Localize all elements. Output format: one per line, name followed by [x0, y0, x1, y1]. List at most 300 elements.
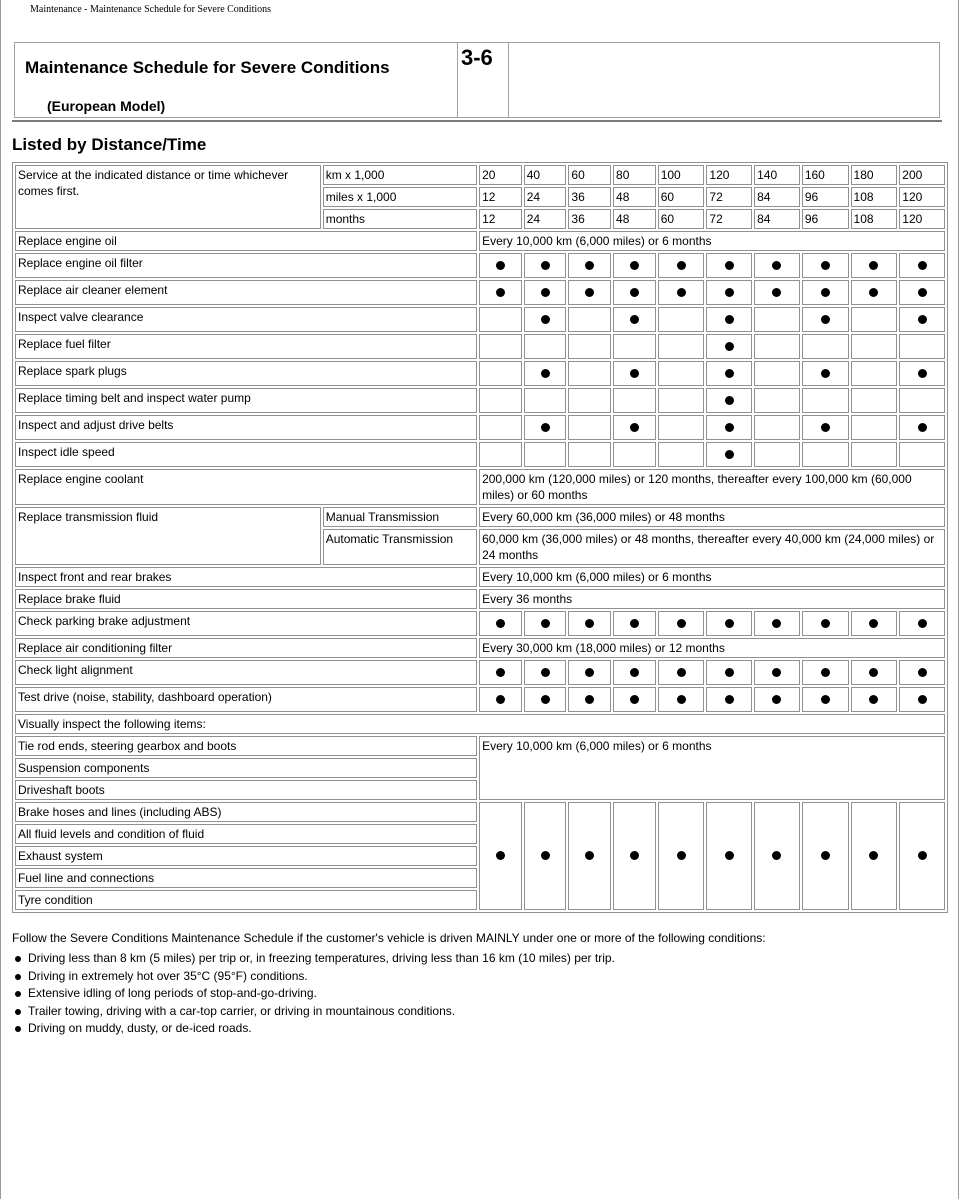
dot-cell — [899, 307, 945, 332]
dot-marker — [630, 261, 639, 270]
dot-cell — [899, 334, 945, 359]
item-label: Replace timing belt and inspect water pump — [15, 388, 477, 413]
dot-marker — [918, 261, 927, 270]
dot-cell — [851, 802, 898, 910]
dot-cell — [613, 307, 656, 332]
item-label: Replace spark plugs — [15, 361, 477, 386]
dot-cell — [802, 307, 849, 332]
dot-marker — [918, 668, 927, 677]
dot-cell — [754, 442, 800, 467]
table-row — [15, 253, 945, 278]
dot-cell — [706, 361, 752, 386]
dot-marker — [869, 668, 878, 677]
schedule-table — [12, 162, 948, 913]
header-title-cell — [15, 43, 458, 117]
table-row — [15, 660, 945, 685]
dot-cell — [802, 687, 849, 712]
dot-marker — [918, 695, 927, 704]
interval-unit: miles x 1,000 — [323, 187, 477, 207]
dot-marker — [772, 288, 781, 297]
dot-marker — [541, 695, 550, 704]
dot-marker — [677, 668, 686, 677]
item-label: Check parking brake adjustment — [15, 611, 477, 636]
interval-value: 84 — [754, 187, 800, 207]
item-label: Inspect idle speed — [15, 442, 477, 467]
dot-cell — [568, 280, 611, 305]
dot-cell — [802, 611, 849, 636]
interval-value: 48 — [613, 209, 656, 229]
dot-marker — [772, 619, 781, 628]
dot-cell — [613, 388, 656, 413]
interval-value: 108 — [851, 187, 898, 207]
dot-cell — [479, 611, 522, 636]
dot-cell — [899, 687, 945, 712]
dot-cell — [754, 611, 800, 636]
dot-marker — [772, 695, 781, 704]
bullet-icon — [15, 1009, 21, 1015]
dot-cell — [479, 307, 522, 332]
dot-marker — [821, 851, 830, 860]
dot-marker — [496, 851, 505, 860]
visual-heading: Visually inspect the following items: — [15, 714, 945, 734]
dot-marker — [630, 695, 639, 704]
dot-cell — [754, 388, 800, 413]
dot-cell — [802, 253, 849, 278]
dot-cell — [524, 307, 567, 332]
table-row — [15, 736, 945, 756]
dot-marker — [821, 423, 830, 432]
dot-marker — [496, 668, 505, 677]
interval-text: Every 36 months — [479, 589, 945, 609]
condition-item: Driving in extremely hot over 35°C (95°F) conditions. — [28, 968, 942, 986]
dot-cell — [613, 361, 656, 386]
dot-cell — [524, 611, 567, 636]
page-title: Maintenance Schedule for Severe Conditions — [25, 58, 390, 77]
dot-marker — [918, 288, 927, 297]
dot-marker — [725, 261, 734, 270]
dot-cell — [851, 334, 898, 359]
dot-marker — [918, 851, 927, 860]
transmission-type: Automatic Transmission — [323, 529, 477, 565]
item-label: Replace transmission fluid — [15, 507, 321, 565]
interval-text: Every 60,000 km (36,000 miles) or 48 months — [479, 507, 945, 527]
dot-cell — [754, 253, 800, 278]
dot-cell — [658, 442, 705, 467]
dot-marker — [541, 423, 550, 432]
dot-marker — [821, 288, 830, 297]
dot-cell — [802, 361, 849, 386]
dot-cell — [613, 334, 656, 359]
header-page-cell — [458, 43, 509, 117]
dot-cell — [899, 361, 945, 386]
interval-value: 60 — [568, 165, 611, 185]
dot-marker — [496, 695, 505, 704]
dot-cell — [524, 361, 567, 386]
dot-cell — [658, 660, 705, 685]
dot-cell — [479, 388, 522, 413]
dot-cell — [754, 307, 800, 332]
table-row — [15, 307, 945, 332]
dot-marker — [541, 619, 550, 628]
condition-item: Trailer towing, driving with a car-top carrier, or driving in mountainous conditions. — [28, 1003, 942, 1021]
dot-cell — [851, 660, 898, 685]
item-label: Inspect front and rear brakes — [15, 567, 477, 587]
dot-cell — [706, 253, 752, 278]
table-row — [15, 802, 945, 822]
item-label: Brake hoses and lines (including ABS) — [15, 802, 477, 822]
dot-cell — [613, 611, 656, 636]
dot-marker — [541, 288, 550, 297]
item-label: Replace air conditioning filter — [15, 638, 477, 658]
interval-row — [15, 165, 945, 185]
dot-cell — [524, 687, 567, 712]
dot-cell — [658, 388, 705, 413]
table-row — [15, 415, 945, 440]
dot-cell — [479, 280, 522, 305]
dot-cell — [479, 334, 522, 359]
dot-marker — [821, 668, 830, 677]
dot-cell — [851, 307, 898, 332]
item-label: Exhaust system — [15, 846, 477, 866]
table-row — [15, 687, 945, 712]
dot-cell — [899, 442, 945, 467]
dot-marker — [918, 423, 927, 432]
interval-value: 120 — [899, 187, 945, 207]
item-label: Tie rod ends, steering gearbox and boots — [15, 736, 477, 756]
dot-cell — [706, 442, 752, 467]
dot-marker — [725, 423, 734, 432]
dot-cell — [658, 307, 705, 332]
dot-marker — [677, 619, 686, 628]
dot-marker — [496, 261, 505, 270]
interval-value: 36 — [568, 209, 611, 229]
dot-marker — [918, 315, 927, 324]
dot-marker — [630, 315, 639, 324]
dot-cell — [613, 687, 656, 712]
dot-cell — [851, 415, 898, 440]
interval-value: 60 — [658, 187, 705, 207]
interval-value: 36 — [568, 187, 611, 207]
item-label: Replace engine oil — [15, 231, 477, 251]
dot-marker — [869, 695, 878, 704]
dot-cell — [568, 307, 611, 332]
item-label: Test drive (noise, stability, dashboard operation) — [15, 687, 477, 712]
dot-cell — [802, 802, 849, 910]
bullet-icon — [15, 956, 21, 962]
dot-cell — [524, 388, 567, 413]
interval-value: 60 — [658, 209, 705, 229]
dot-cell — [802, 280, 849, 305]
dot-cell — [613, 280, 656, 305]
table-row — [15, 567, 945, 587]
dot-cell — [851, 687, 898, 712]
notes-section — [12, 931, 942, 1038]
dot-marker — [772, 851, 781, 860]
dot-cell — [802, 415, 849, 440]
dot-marker — [725, 288, 734, 297]
table-row — [15, 611, 945, 636]
dot-cell — [613, 660, 656, 685]
dot-marker — [725, 851, 734, 860]
dot-marker — [869, 261, 878, 270]
dot-marker — [541, 369, 550, 378]
dot-cell — [613, 802, 656, 910]
dot-cell — [568, 388, 611, 413]
table-row — [15, 638, 945, 658]
dot-cell — [899, 253, 945, 278]
interval-value: 108 — [851, 209, 898, 229]
dot-cell — [899, 280, 945, 305]
interval-value: 40 — [524, 165, 567, 185]
dot-cell — [706, 280, 752, 305]
item-label: Replace brake fluid — [15, 589, 477, 609]
dot-marker — [585, 695, 594, 704]
dot-cell — [568, 687, 611, 712]
dot-cell — [706, 660, 752, 685]
dot-cell — [802, 388, 849, 413]
table-row — [15, 388, 945, 413]
dot-cell — [613, 415, 656, 440]
interval-value: 24 — [524, 187, 567, 207]
dot-marker — [772, 261, 781, 270]
dot-marker — [630, 369, 639, 378]
dot-cell — [706, 415, 752, 440]
interval-value: 24 — [524, 209, 567, 229]
table-row — [15, 589, 945, 609]
dot-cell — [568, 334, 611, 359]
dot-marker — [496, 288, 505, 297]
dot-cell — [479, 442, 522, 467]
item-label: Driveshaft boots — [15, 780, 477, 800]
dot-cell — [479, 415, 522, 440]
dot-cell — [754, 415, 800, 440]
dot-cell — [754, 687, 800, 712]
dot-cell — [568, 253, 611, 278]
item-label: Check light alignment — [15, 660, 477, 685]
dot-cell — [706, 388, 752, 413]
page-caption: Maintenance - Maintenance Schedule for Severe Conditions — [30, 4, 272, 15]
interval-value: 48 — [613, 187, 656, 207]
dot-marker — [630, 423, 639, 432]
interval-text: 200,000 km (120,000 miles) or 120 months, thereafter every 100,000 km (60,000 miles) or 60 months — [479, 469, 945, 505]
dot-cell — [524, 442, 567, 467]
dot-marker — [541, 668, 550, 677]
dot-marker — [918, 369, 927, 378]
table-row — [15, 361, 945, 386]
dot-cell — [899, 660, 945, 685]
item-label: All fluid levels and condition of fluid — [15, 824, 477, 844]
dot-cell — [754, 334, 800, 359]
interval-value: 80 — [613, 165, 656, 185]
dot-cell — [479, 253, 522, 278]
interval-value: 84 — [754, 209, 800, 229]
interval-unit: km x 1,000 — [323, 165, 477, 185]
interval-value: 100 — [658, 165, 705, 185]
table-row — [15, 334, 945, 359]
dot-cell — [851, 361, 898, 386]
dot-cell — [754, 802, 800, 910]
dot-cell — [802, 442, 849, 467]
dot-marker — [725, 342, 734, 351]
interval-value: 160 — [802, 165, 849, 185]
condition-item: Driving less than 8 km (5 miles) per trip or, in freezing temperatures, driving less than 16 km (10 miles) per trip. — [28, 950, 942, 968]
interval-text: Every 10,000 km (6,000 miles) or 6 months — [479, 736, 945, 800]
interval-value: 20 — [479, 165, 522, 185]
dot-marker — [869, 288, 878, 297]
dot-marker — [630, 288, 639, 297]
dot-marker — [541, 851, 550, 860]
dot-marker — [725, 619, 734, 628]
dot-marker — [725, 450, 734, 459]
interval-value: 12 — [479, 209, 522, 229]
interval-value: 120 — [899, 209, 945, 229]
dot-cell — [568, 415, 611, 440]
dot-cell — [658, 280, 705, 305]
dot-cell — [613, 253, 656, 278]
dot-marker — [630, 619, 639, 628]
dot-cell — [568, 442, 611, 467]
dot-cell — [851, 442, 898, 467]
dot-marker — [821, 315, 830, 324]
dot-cell — [524, 802, 567, 910]
interval-text: Every 10,000 km (6,000 miles) or 6 months — [479, 231, 945, 251]
dot-marker — [725, 396, 734, 405]
item-label: Replace engine oil filter — [15, 253, 477, 278]
dot-cell — [899, 388, 945, 413]
dot-marker — [585, 851, 594, 860]
item-label: Replace fuel filter — [15, 334, 477, 359]
dot-cell — [706, 307, 752, 332]
item-label: Suspension components — [15, 758, 477, 778]
dot-marker — [585, 619, 594, 628]
dot-marker — [677, 288, 686, 297]
interval-text: 60,000 km (36,000 miles) or 48 months, thereafter every 40,000 km (24,000 miles) or 24 months — [479, 529, 945, 565]
interval-value: 120 — [706, 165, 752, 185]
notes-intro: Follow the Severe Conditions Maintenance Schedule if the customer's vehicle is driven MAINLY under one or more of the following conditions: — [12, 931, 766, 945]
section-heading: Listed by Distance/Time — [12, 135, 207, 154]
dot-marker — [725, 369, 734, 378]
dot-marker — [821, 261, 830, 270]
dot-cell — [479, 660, 522, 685]
dot-cell — [899, 415, 945, 440]
dot-cell — [658, 415, 705, 440]
dot-cell — [524, 334, 567, 359]
service-label: Service at the indicated distance or time whichever comes first. — [15, 165, 321, 229]
dot-marker — [541, 315, 550, 324]
dot-cell — [802, 334, 849, 359]
dot-cell — [479, 687, 522, 712]
interval-text: Every 10,000 km (6,000 miles) or 6 months — [479, 567, 945, 587]
dot-marker — [821, 619, 830, 628]
dot-marker — [585, 261, 594, 270]
dot-cell — [802, 660, 849, 685]
dot-cell — [568, 361, 611, 386]
dot-marker — [772, 668, 781, 677]
dot-marker — [918, 619, 927, 628]
dot-cell — [568, 611, 611, 636]
dot-cell — [754, 280, 800, 305]
dot-marker — [585, 668, 594, 677]
conditions-list — [12, 950, 942, 1038]
dot-marker — [585, 288, 594, 297]
dot-cell — [754, 361, 800, 386]
dot-cell — [524, 660, 567, 685]
table-row — [15, 442, 945, 467]
table-row — [15, 469, 945, 505]
item-label: Tyre condition — [15, 890, 477, 910]
item-label: Replace engine coolant — [15, 469, 477, 505]
item-label: Fuel line and connections — [15, 868, 477, 888]
transmission-type: Manual Transmission — [323, 507, 477, 527]
dot-marker — [725, 315, 734, 324]
dot-cell — [851, 280, 898, 305]
item-label: Inspect valve clearance — [15, 307, 477, 332]
bullet-icon — [15, 991, 21, 997]
dot-cell — [524, 415, 567, 440]
table-row — [15, 507, 945, 527]
dot-cell — [524, 253, 567, 278]
interval-value: 140 — [754, 165, 800, 185]
dot-cell — [658, 687, 705, 712]
dot-marker — [496, 619, 505, 628]
table-row — [15, 280, 945, 305]
item-label: Replace air cleaner element — [15, 280, 477, 305]
interval-value: 96 — [802, 209, 849, 229]
interval-value: 72 — [706, 209, 752, 229]
dot-cell — [851, 253, 898, 278]
dot-marker — [725, 695, 734, 704]
dot-marker — [821, 369, 830, 378]
header-box — [14, 42, 940, 118]
dot-cell — [613, 442, 656, 467]
interval-value: 12 — [479, 187, 522, 207]
dot-marker — [630, 851, 639, 860]
dot-cell — [706, 687, 752, 712]
table-row — [15, 714, 945, 734]
dot-marker — [725, 668, 734, 677]
dot-cell — [851, 611, 898, 636]
interval-value: 96 — [802, 187, 849, 207]
interval-text: Every 30,000 km (18,000 miles) or 12 months — [479, 638, 945, 658]
dot-marker — [869, 851, 878, 860]
dot-marker — [630, 668, 639, 677]
dot-cell — [754, 660, 800, 685]
dot-cell — [658, 334, 705, 359]
dot-cell — [524, 280, 567, 305]
dot-cell — [568, 802, 611, 910]
dot-cell — [479, 802, 522, 910]
page-subtitle: (European Model) — [47, 98, 166, 114]
dot-cell — [899, 802, 945, 910]
dot-cell — [706, 802, 752, 910]
interval-unit: months — [323, 209, 477, 229]
interval-value: 180 — [851, 165, 898, 185]
dot-cell — [568, 660, 611, 685]
bullet-icon — [15, 1026, 21, 1032]
dot-cell — [658, 802, 705, 910]
condition-item: Extensive idling of long periods of stop-and-go-driving. — [28, 985, 942, 1003]
condition-item: Driving on muddy, dusty, or de-iced roads. — [28, 1020, 942, 1038]
dot-cell — [706, 334, 752, 359]
dot-marker — [677, 695, 686, 704]
interval-value: 72 — [706, 187, 752, 207]
dot-cell — [479, 361, 522, 386]
dot-marker — [541, 261, 550, 270]
dot-cell — [658, 253, 705, 278]
dot-marker — [677, 261, 686, 270]
dot-marker — [821, 695, 830, 704]
dot-cell — [851, 388, 898, 413]
